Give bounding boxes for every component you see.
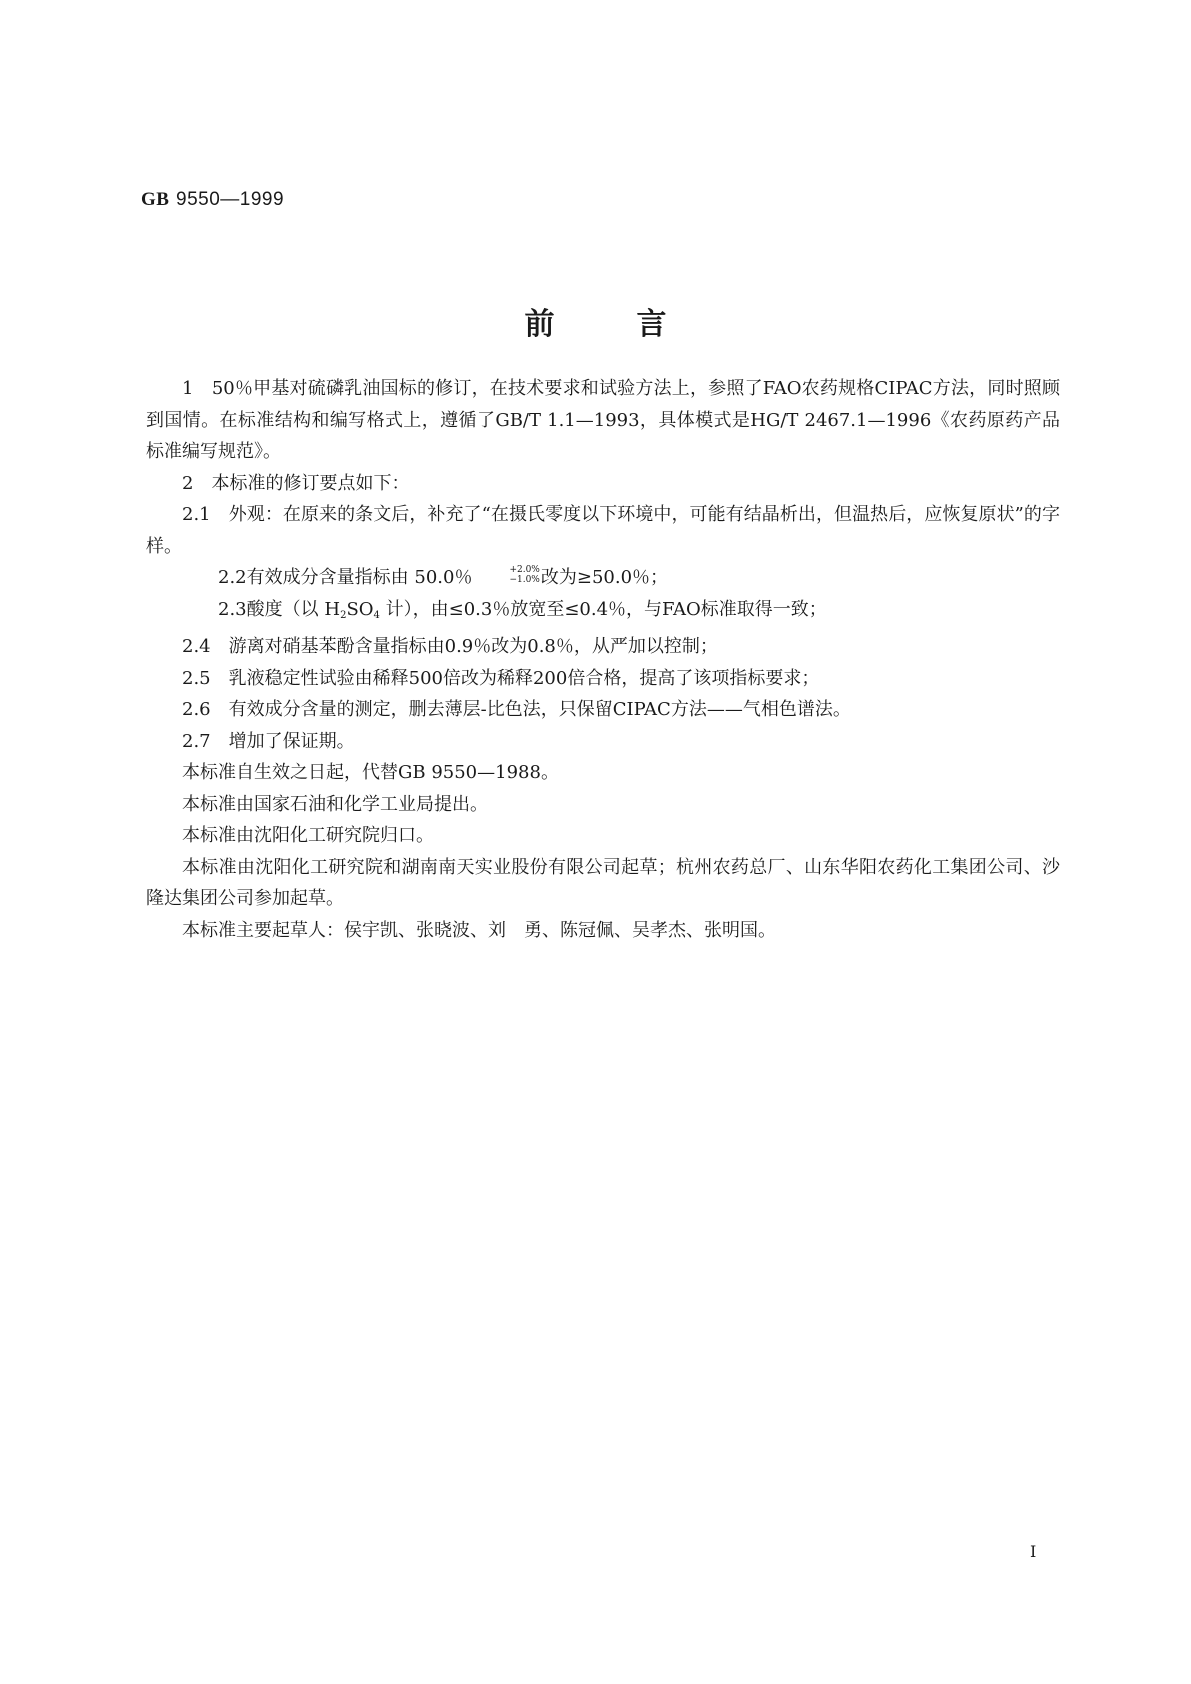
paragraph-2-2-label: 2.2	[218, 567, 247, 588]
subscript-4: 4	[373, 609, 380, 621]
paragraph-2-1: 2.1 外观：在原来的条文后，补充了“在摄氏零度以下环境中，可能有结晶析出，但温热后，应恢复原状”的字样。	[146, 504, 1060, 557]
paragraph-5: 本标准由沈阳化工研究院归口。	[182, 825, 434, 846]
page-number: I	[1030, 1542, 1037, 1561]
document-code-prefix: GB	[141, 189, 170, 210]
paragraph-2-7: 2.7 增加了保证期。	[182, 730, 355, 752]
paragraph-2-2-text-after: 改为≥50.0％；	[540, 567, 669, 588]
paragraph-3: 本标准自生效之日起，代替GB 9550—1988。	[182, 762, 559, 783]
tolerance-stack	[473, 565, 539, 585]
paragraph-2-3-label: 2.3	[218, 598, 247, 620]
paragraph-2: 2 本标准的修订要点如下：	[182, 472, 410, 494]
paragraph-2-3	[146, 594, 1060, 632]
paragraph-2-2	[146, 562, 1060, 594]
paragraph-2-6: 2.6 有效成分含量的测定，删去薄层-比色法，只保留CIPAC方法——气相色谱法。	[182, 699, 851, 720]
paragraph-2-3-text-before: 酸度（以 H	[246, 598, 341, 620]
paragraph-2-3-text-mid: SO	[346, 598, 374, 620]
document-code	[141, 188, 284, 211]
paragraph-4: 本标准由国家石油和化学工业局提出。	[182, 793, 488, 815]
paragraph-6: 本标准由沈阳化工研究院和湖南南天实业股份有限公司起草；杭州农药总厂、山东华阳农药化工集团公司、沙隆达集团公司参加起草。	[146, 856, 1060, 909]
subscript-2: 2	[340, 609, 347, 621]
document-body	[146, 373, 1060, 946]
page-title: 前言	[524, 307, 749, 342]
paragraph-2-3-text-after: 计），由≤0.3％放宽至≤0.4％，与FAO标准取得一致；	[379, 598, 827, 620]
document-code-number: 9550—1999	[176, 189, 285, 210]
tolerance-lower: −1.0%	[509, 575, 540, 585]
paragraph-7: 本标准主要起草人：侯宇凯、张晓波、刘 勇、陈冠佩、吴孝杰、张明国。	[182, 919, 776, 941]
paragraph-2-2-text-before: 有效成分含量指标由 50.0％	[246, 567, 473, 588]
tolerance-upper: +2.0%	[509, 565, 540, 575]
paragraph-1: 1 50％甲基对硫磷乳油国标的修订，在技术要求和试验方法上，参照了FAO农药规格CIPAC方法，同时照顾到国情。在标准结构和编写格式上，遵循了GB/T 1.1—1993，具体模式是HG/T 2467.1—1996《农药原药产品标准编写规范》。	[146, 378, 1060, 462]
paragraph-2-5: 2.5 乳液稳定性试验由稀释500倍改为稀释200倍合格，提高了该项指标要求；	[182, 667, 820, 689]
paragraph-2-4: 2.4 游离对硝基苯酚含量指标由0.9％改为0.8％，从严加以控制；	[182, 636, 718, 657]
